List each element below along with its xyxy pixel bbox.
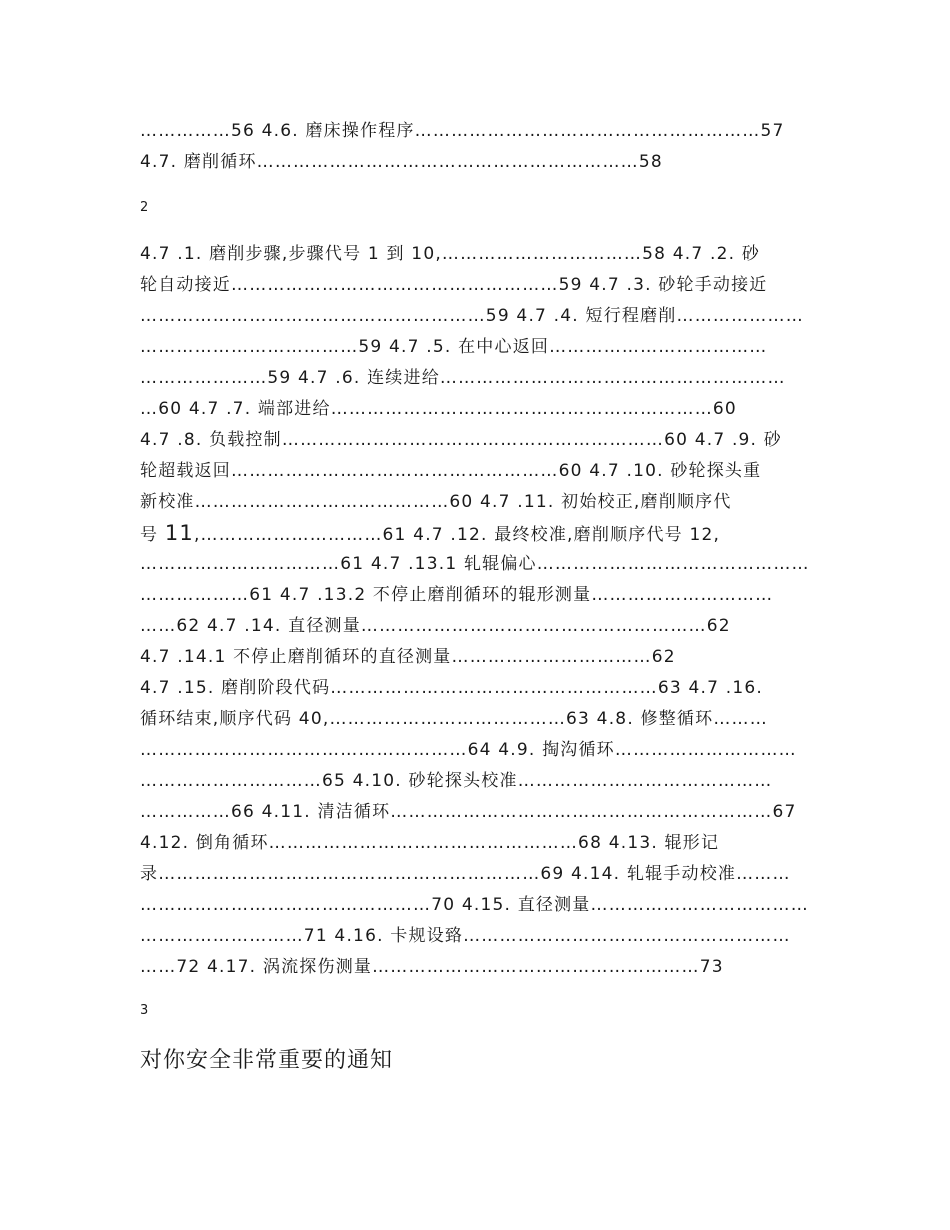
toc-line: 4.7 .14.1 不停止磨削循环的直径测量……………………………62: [140, 647, 676, 667]
toc-line: ……62 4.7 .14. 直径测量…………………………………………………62: [140, 616, 731, 636]
toc-text: ,…………………………61 4.7 .12. 最终校准,磨削顺序代号 12,: [193, 525, 721, 545]
toc-line: …………………………65 4.10. 砂轮探头校准……………………………………: [140, 771, 773, 791]
toc-line: ……………………………61 4.7 .13.1 轧辊偏心………………………………………: [140, 554, 810, 574]
toc-line: ……72 4.17. 涡流探伤测量………………………………………………73: [140, 957, 724, 977]
toc-line: ……………66 4.11. 清洁循环………………………………………………………67: [140, 802, 797, 822]
toc-line: ………………………………59 4.7 .5. 在中心返回………………………………: [140, 337, 768, 357]
toc-line: …60 4.7 .7. 端部进给………………………………………………………60: [140, 399, 737, 419]
page-number: 2: [140, 200, 149, 215]
toc-line: …………………………………………………59 4.7 .4. 短行程磨削…………………: [140, 306, 804, 326]
toc-line: ………………………………………………64 4.9. 掏沟循环…………………………: [140, 740, 797, 760]
toc-text-large: 11: [164, 523, 194, 545]
toc-line: 录………………………………………………………69 4.14. 轧辊手动校准………: [140, 864, 791, 884]
toc-line: ……………56 4.6. 磨床操作程序…………………………………………………57: [140, 121, 785, 141]
toc-line: 4.7. 磨削循环………………………………………………………58: [140, 152, 663, 172]
toc-line: 新校准……………………………………60 4.7 .11. 初始校正,磨削顺序代: [140, 492, 732, 512]
toc-line: 4.7 .15. 磨削阶段代码………………………………………………63 4.7 .16.: [140, 678, 763, 698]
toc-line: 4.7 .8. 负载控制………………………………………………………60 4.7 .9. 砂: [140, 430, 782, 450]
toc-line: …………………59 4.7 .6. 连续进给…………………………………………………: [140, 368, 786, 388]
toc-line: 轮自动接近………………………………………………59 4.7 .3. 砂轮手动接近: [140, 275, 768, 295]
toc-line: ………………………71 4.16. 卡规设臵………………………………………………: [140, 926, 791, 946]
toc-line: …………………………………………70 4.15. 直径测量………………………………: [140, 895, 809, 915]
toc-line: 4.12. 倒角循环……………………………………………68 4.13. 辊形记: [140, 833, 720, 853]
toc-line: [140, 523, 820, 545]
page-number: 3: [140, 1003, 149, 1018]
section-heading: 对你安全非常重要的通知: [140, 1048, 394, 1073]
toc-line: 循环结束,顺序代码 40,…………………………………63 4.8. 修整循环………: [140, 709, 768, 729]
toc-text: 号: [140, 525, 165, 545]
toc-line: ………………61 4.7 .13.2 不停止磨削循环的辊形测量…………………………: [140, 585, 774, 605]
toc-line: 4.7 .1. 磨削步骤,步骤代号 1 到 10,……………………………58 4.7 .2. 砂: [140, 244, 761, 264]
toc-line: 轮超载返回………………………………………………60 4.7 .10. 砂轮探头重: [140, 461, 762, 481]
